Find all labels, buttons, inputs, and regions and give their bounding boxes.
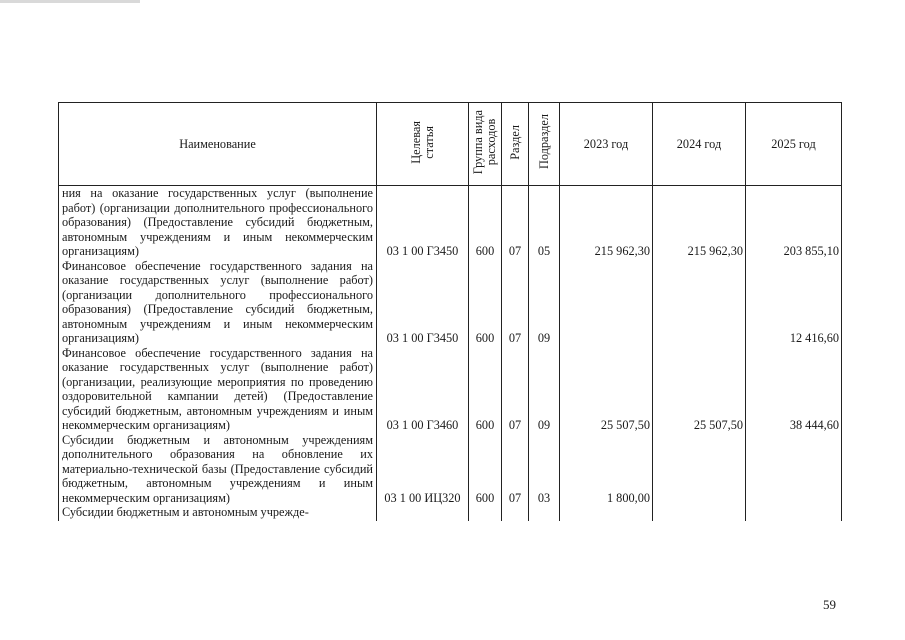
budget-table [58,102,842,521]
cell-name: ния на оказание государственных услуг (выполнение работ) (организации дополнительного профессионального образования) (Предоставление субсидий бюджетным, автономным учреждениям и иным некоммерческим организациям) [59,186,377,259]
cell-name: Субсидии бюджетным и автономным учреждениям дополнительного образования на обновление их материально-технической базы (Предоставление субсидий бюджетным, автономным учреждениям и иным некоммерческим организациям) [59,433,377,506]
header-2023: 2023 год [560,103,653,186]
cell-2025: 38 444,60 [746,346,842,433]
cell-2024 [653,433,746,506]
header-section: Раздел [502,103,529,186]
cell-section: 07 [502,433,529,506]
cell-2025 [746,433,842,506]
cell-subsection [529,505,560,521]
cell-target: 03 1 00 Г3460 [377,346,469,433]
header-2024: 2024 год [653,103,746,186]
cell-2024 [653,259,746,346]
cell-target: 03 1 00 ИЦ320 [377,433,469,506]
header-2025: 2025 год [746,103,842,186]
cell-name: Финансовое обеспечение государственного задания на оказание государственных услуг (выполнение работ) (организации дополнительного профессионального образования) (Предоставление субсидий бюджетным, автономным учреждениям и иным некоммерческим организациям) [59,259,377,346]
cell-section: 07 [502,259,529,346]
cell-2023 [560,505,653,521]
cell-group: 600 [469,259,502,346]
table-row [59,259,842,346]
cell-subsection: 09 [529,346,560,433]
cell-target: 03 1 00 Г3450 [377,186,469,259]
cell-2023: 215 962,30 [560,186,653,259]
cell-name: Финансовое обеспечение государственного задания на оказание государственных услуг (выполнение работ) (организации, реализующие мероприятия по проведению оздоровительной кампании детей) (Предоставление субсидий бюджетным, автономным учреждениям и иным некоммерческим организациям) [59,346,377,433]
cell-2023 [560,259,653,346]
cell-subsection: 03 [529,433,560,506]
cell-subsection: 05 [529,186,560,259]
cell-2023: 25 507,50 [560,346,653,433]
cell-2023: 1 800,00 [560,433,653,506]
header-subsection: Подраздел [529,103,560,186]
cell-section [502,505,529,521]
table-row [59,433,842,506]
table-header [59,103,842,186]
header-name: Наименование [59,103,377,186]
table-row [59,186,842,259]
cell-target [377,505,469,521]
cell-2025 [746,505,842,521]
cell-group: 600 [469,346,502,433]
cell-name: Субсидии бюджетным и автономным учрежде- [59,505,377,521]
header-target: Целевая статья [377,103,469,186]
page-number: 59 [823,597,836,612]
cell-subsection: 09 [529,259,560,346]
cell-group: 600 [469,186,502,259]
table-row [59,346,842,433]
cell-2025: 12 416,60 [746,259,842,346]
header-group: Группа вида расходов [469,103,502,186]
cell-section: 07 [502,346,529,433]
cell-2024 [653,505,746,521]
cell-2024: 25 507,50 [653,346,746,433]
cell-target: 03 1 00 Г3450 [377,259,469,346]
cell-group: 600 [469,433,502,506]
cell-section: 07 [502,186,529,259]
scan-artifact [0,0,140,3]
cell-2024: 215 962,30 [653,186,746,259]
cell-group [469,505,502,521]
table-row-partial [59,505,842,521]
cell-2025: 203 855,10 [746,186,842,259]
